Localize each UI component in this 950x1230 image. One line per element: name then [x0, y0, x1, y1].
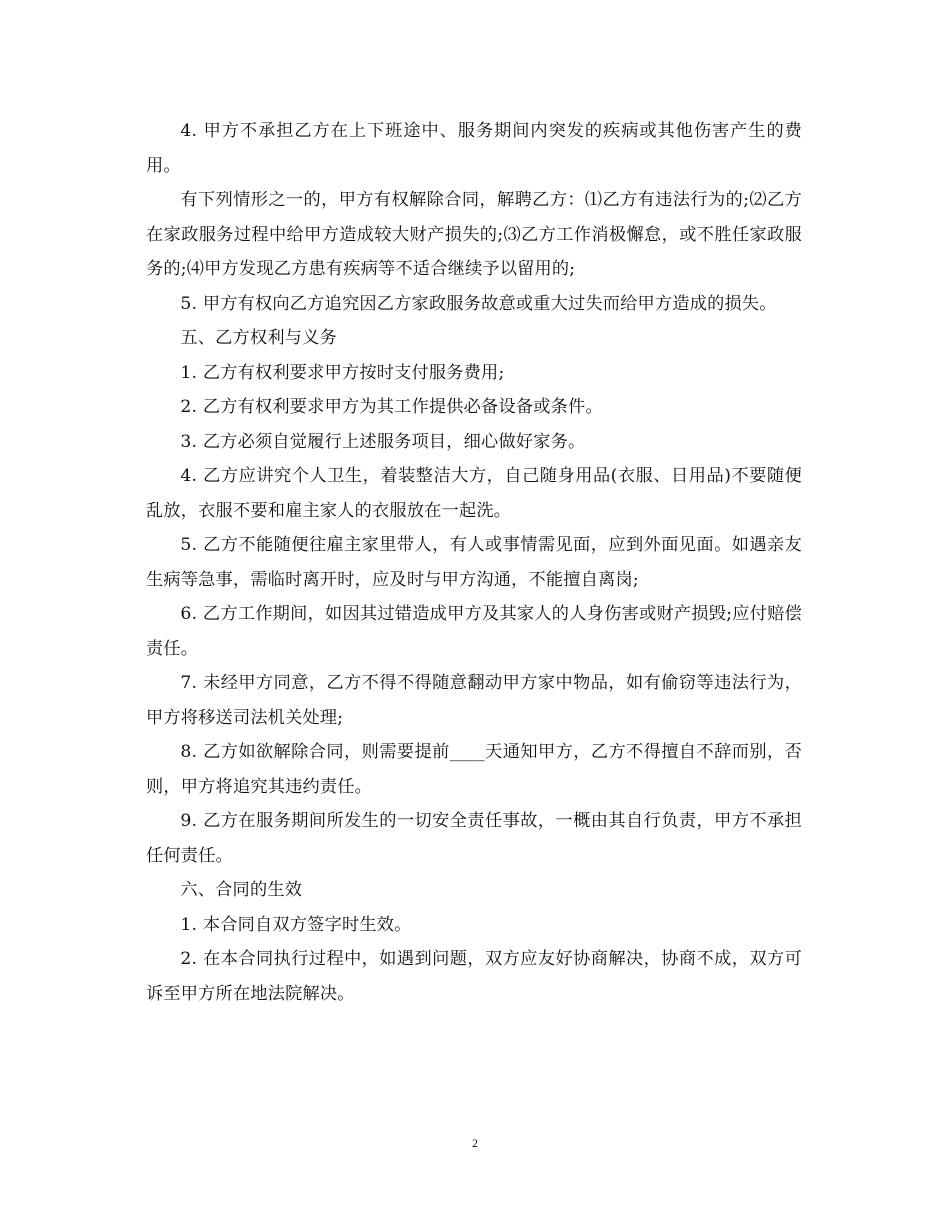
- paragraph-effect-clause-1: 1. 本合同自双方签字时生效。: [180, 914, 412, 935]
- paragraph-b-clause-9: 9. 乙方在服务期间所发生的一切安全责任事故，一概由其自行负责，甲方不承担任何责任。: [146, 811, 802, 866]
- paragraph-b-clause-8: 8. 乙方如欲解除合同，则需要提前____天通知甲方，乙方不得擅自不辞而别，否则，甲方将追究其违约责任。: [146, 742, 802, 797]
- paragraph-b-clause-2: 2. 乙方有权利要求甲方为其工作提供必备设备或条件。: [180, 397, 603, 417]
- paragraph-clause-4: 4. 甲方不承担乙方在上下班途中、服务期间内突发的疾病或其他伤害产生的费用。: [146, 121, 802, 176]
- document-body: [146, 114, 802, 1011]
- paragraph-effect-clause-2: 2. 在本合同执行过程中，如遇到问题，双方应友好协商解决，协商不成，双方可诉至甲方所在地法院解决。: [146, 949, 802, 1004]
- paragraph-b-clause-4: 4. 乙方应讲究个人卫生，着装整洁大方，自己随身用品(衣服、日用品)不要随便乱放，衣服不要和雇主家人的衣服放在一起洗。: [146, 466, 802, 521]
- paragraph-b-clause-3: 3. 乙方必须自觉履行上述服务项目，细心做好家务。: [180, 431, 586, 452]
- paragraph-termination-conditions: 有下列情形之一的，甲方有权解除合同，解聘乙方：⑴乙方有违法行为的;⑵乙方在家政服务过程中给甲方造成较大财产损失的;⑶乙方工作消极懈怠，或不胜任家政服务的;⑷甲方发现乙方患有疾病等不适合继续予以留用的;: [146, 190, 802, 279]
- page-number: 2: [472, 1136, 478, 1150]
- paragraph-b-clause-5: 5. 乙方不能随便往雇主家里带人，有人或事情需见面，应到外面见面。如遇亲友生病等急事，需临时离开时，应及时与甲方沟通，不能擅自离岗;: [146, 535, 802, 590]
- paragraph-b-clause-6: 6. 乙方工作期间，如因其过错造成甲方及其家人的人身伤害或财产损毁;应付赔偿责任。: [146, 604, 802, 659]
- paragraph-b-clause-1: 1. 乙方有权利要求甲方按时支付服务费用;: [180, 362, 505, 383]
- paragraph-b-clause-7: 7. 未经甲方同意，乙方不得不得随意翻动甲方家中物品，如有偷窃等违法行为，甲方将移送司法机关处理;: [146, 673, 802, 728]
- section-heading-party-b-rights: 五、乙方权利与义务: [180, 328, 337, 348]
- paragraph-clause-5: 5. 甲方有权向乙方追究因乙方家政服务故意或重大过失而给甲方造成的损失。: [180, 293, 777, 314]
- section-heading-contract-effect: 六、合同的生效: [180, 880, 303, 900]
